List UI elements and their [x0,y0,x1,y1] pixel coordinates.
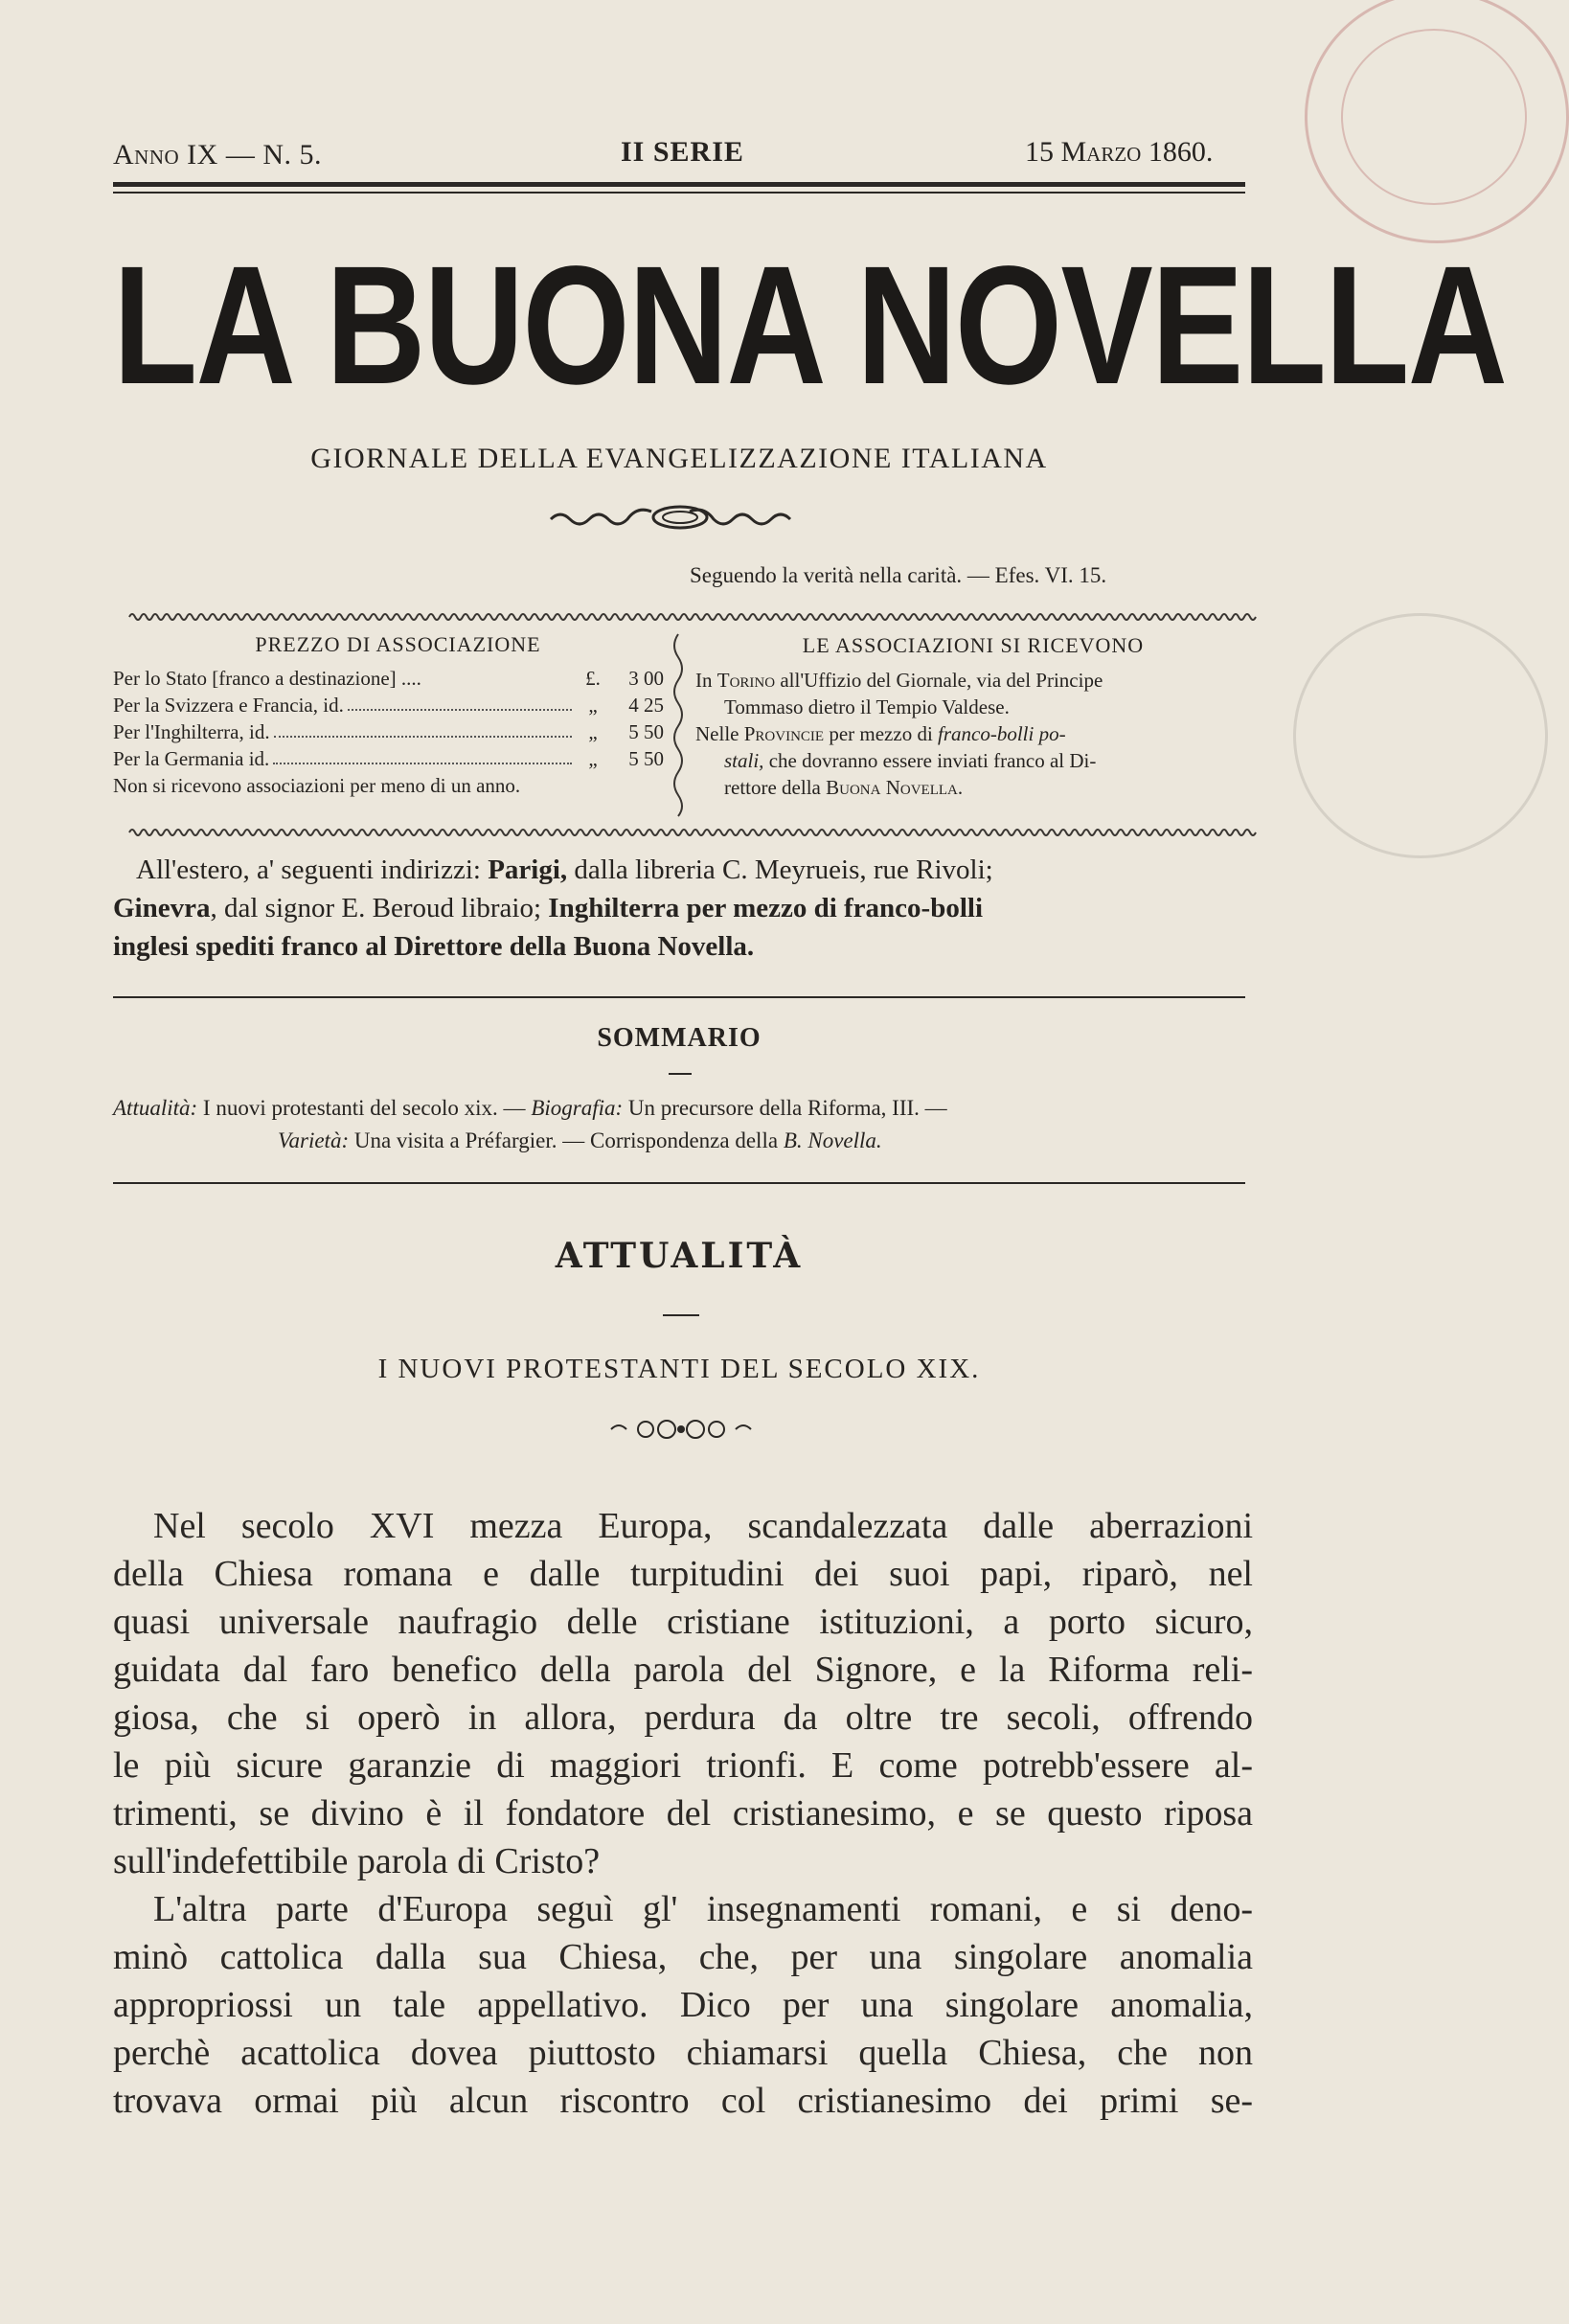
article-line: sull'indefettibile parola di Cristo? [113,1841,601,1881]
dot-leader [273,745,572,764]
abroad-line [113,889,1253,927]
issue-date: 15 Marzo 1860. [1025,136,1214,168]
bold-text: per mezzo di franco-bolli [679,893,984,923]
provinces: Provincie [743,722,825,745]
journal-name: Buona Novella [826,776,958,799]
text: In [695,669,717,692]
article-line: perchè acattolica dovea piuttosto chiamarsi quella Chiesa, che non [113,2033,1253,2073]
header-rule-thin [113,192,1245,194]
ornament-flourish [546,498,814,536]
text: per mezzo di [824,722,939,745]
postal-stamp-top-inner [1341,29,1527,205]
article-line: quasi universale naufragio delle cristiane istituzioni, a porto sicuro, [113,1602,1253,1642]
receiving-line: Tommaso dietro il Tempio Valdese. [724,695,1010,718]
newspaper-title [113,232,1507,420]
price-row-value: 3 00 [628,667,664,690]
price-row-unit: £. [585,667,601,690]
text: che dovranno essere inviati franco al Di- [763,749,1097,772]
text: . [957,776,964,799]
bold-text: inglesi spediti franco al Direttore della [113,931,574,962]
italic-text: franco-bolli po- [938,722,1066,745]
wavy-rule-top [129,610,1245,624]
summary-heading: SOMMARIO [597,1023,762,1053]
italic-text: stali, [724,749,764,772]
article-line: trovava ormai più alcun riscontro col cristianesimo dei primi se- [113,2081,1253,2121]
series-label: II SERIE [621,136,744,168]
section-dash [663,1314,699,1316]
article-line: minò cattolica dalla sua Chiesa, che, per una singolare anomalia [113,1937,1253,1977]
text: rettore della [724,776,827,799]
article-line: della Chiesa romana e dalle turpitudini dei suoi papi, riparò, nel [113,1554,1253,1594]
subscription-note: Non si ricevono associazioni per meno di un anno. [113,774,521,797]
dot-leader [348,692,572,711]
header-rule-thick [113,182,1245,187]
italic-text: Biografia: [531,1096,624,1120]
article-line: le più sicure garanzie di maggiori trionfi. E come potrebb'essere al- [113,1745,1253,1786]
abroad-line [113,851,1253,889]
price-row-unit: „ [588,694,598,717]
summary-rule-top [113,996,1245,998]
summary-dash [669,1073,692,1075]
price-row-unit: „ [588,747,598,770]
price-row-value: 5 50 [628,720,664,743]
receiving-line [695,667,1251,694]
text: Un precursore della Riforma, III. — [623,1096,947,1120]
bold-text: Buona Novella. [573,931,755,962]
wavy-rule-bottom [129,826,1245,839]
article-line: guidata dal faro benefico della parola del Signore, e la Riforma reli- [113,1650,1253,1690]
price-row-unit: „ [588,720,598,743]
newspaper-title-text: LA BUONA NOVELLA [113,232,1507,420]
italic-text: Varietà: [278,1128,350,1152]
text: Una visita a Préfargier. — Corrispondenza della [349,1128,784,1152]
italic-text: B. Novella. [783,1128,882,1152]
receiving-box [695,632,1251,801]
price-row [113,665,664,692]
price-row-value: 5 50 [628,747,664,770]
dot-leader [274,718,572,738]
city-name: Torino [716,669,776,692]
bold-text: Inghilterra [548,893,680,923]
price-row-label: Per l'Inghilterra, id. [113,720,270,743]
section-title: ATTUALITÀ [555,1236,804,1276]
price-row [113,718,664,745]
price-row-label: Per lo Stato [franco a destinazione] .... [113,667,421,690]
price-row-label: Per la Germania id. [113,747,270,770]
price-row [113,745,664,772]
price-row [113,692,664,718]
subscription-box [113,632,664,799]
article-line: appropriossi un tale appellativo. Dico per una singolare anomalia, [113,1985,1253,2025]
text: dalla libreria C. Meyrueis, rue Rivoli; [567,854,993,885]
article-line: giosa, che si operò in allora, perdura da oltre tre secoli, offrendo [113,1697,1253,1738]
price-row-value: 4 25 [628,694,664,717]
text: I nuovi protestanti del secolo xix. — [197,1096,532,1120]
summary-contents [113,1092,1245,1157]
summary-rule-bottom [113,1182,1245,1184]
article-line: L'altra parte d'Europa seguì gl' insegnamenti romani, e si deno- [153,1889,1253,1929]
column-brace [669,634,688,816]
bold-text: Ginevra [113,893,211,923]
article-line: Nel secolo XVI mezza Europa, scandalezzata dalle aberrazioni [153,1506,1253,1546]
issue-number: Anno IX — N. 5. [113,139,322,171]
abroad-paragraph [113,851,1253,966]
postal-stamp-side [1293,613,1548,858]
text: All'estero, a' seguenti indirizzi: [136,854,489,885]
abroad-line [113,927,1253,966]
receiving-line [695,720,1251,747]
receiving-line [695,747,1251,774]
italic-text: Attualità: [113,1096,198,1120]
text: all'Uffizio del Giornale, via del Principe [775,669,1103,692]
text: , dal signor E. Beroud libraio; [210,893,549,923]
subscription-heading: PREZZO DI ASSOCIAZIONE [255,632,541,656]
receiving-line [695,774,1251,801]
price-row-label: Per la Svizzera e Francia, id. [113,694,344,717]
summary-line [113,1092,1245,1125]
article-body [113,1502,1253,2125]
motto: Seguendo la verità nella carità. — Efes. VI. 15. [690,563,1107,587]
newspaper-subtitle: GIORNALE DELLA EVANGELIZZAZIONE ITALIANA [310,443,1048,474]
receiving-heading: LE ASSOCIAZIONI SI RICEVONO [802,633,1145,657]
text: Nelle [695,722,744,745]
bold-text: Parigi, [488,854,568,885]
article-title: I NUOVI PROTESTANTI DEL SECOLO XIX. [377,1354,981,1384]
article-line: trimenti, se divino è il fondatore del cristianesimo, e se questo riposa [113,1793,1253,1834]
summary-line [113,1125,1245,1157]
ornament-small [607,1416,755,1443]
